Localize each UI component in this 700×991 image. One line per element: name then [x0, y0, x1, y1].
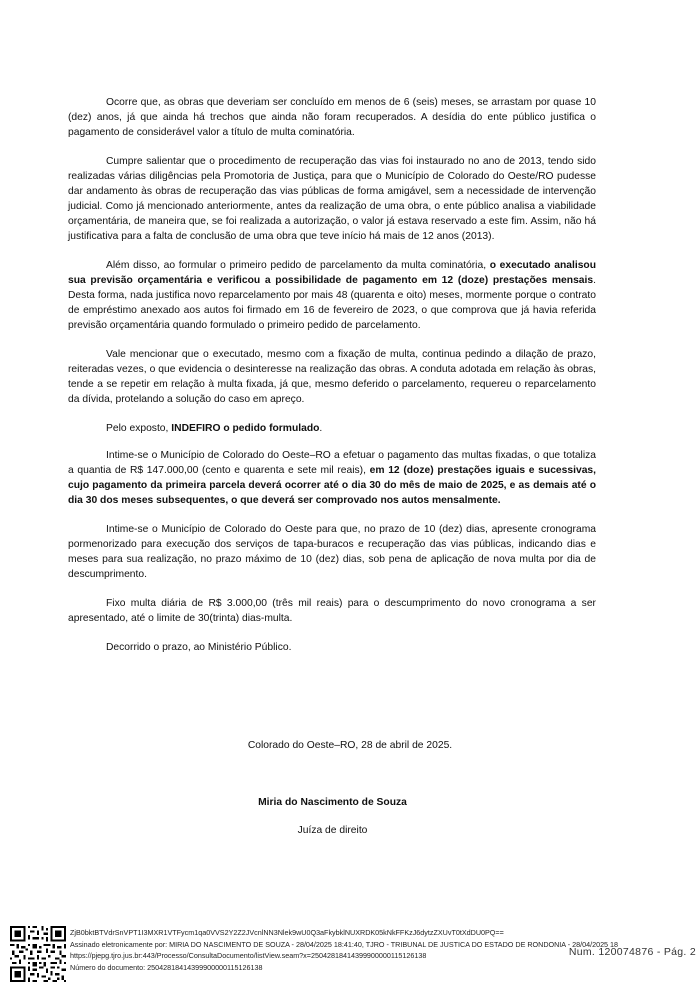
document-number: Número do documento: 25042818414399900000115126138 [70, 962, 263, 972]
paragraph-5-text-a: Pelo exposto, [106, 423, 172, 434]
paragraph-6 [68, 448, 596, 508]
indefiro-bold: INDEFIRO o pedido formulado [171, 423, 320, 434]
paragraph-2 [68, 154, 596, 244]
paragraph-3-bold: o executado analisou sua previsão orçamentária e verificou a possibilidade de pagamento em 12 (doze) prestações mensais [68, 260, 596, 286]
signer-role: Juíza de direito [297, 825, 368, 836]
paragraph-5-text-c: . [319, 423, 323, 434]
paragraph-7: Intime-se o Município de Colorado do Oeste para que, no prazo de 10 (dez) dias, apresente cronograma pormenorizado para execução dos serviços de tapa-buracos e recuperação das vias públicas, indicando dias e meses para sua realização, no prazo máximo de 10 (dez) dias, sob pena de aplicação de nova multa por dia de descumprimento. [68, 524, 596, 580]
paragraph-5 [68, 421, 596, 436]
paragraph-3-text-a: Além disso, ao formular o primeiro pedido de parcelamento da multa cominatória, [106, 260, 490, 271]
signature-line: Assinado eletronicamente por: MIRIA DO NASCIMENTO DE SOUZA - 28/04/2025 18:41:40, TJRO - TRIBUNAL DE JUSTICA DO ESTADO DE RONDONIA - 28/04/2025 18 [70, 939, 619, 949]
page-number: Num. 120074876 - Pág. 2 [568, 946, 696, 958]
paragraph-3-text-c: . Desta forma, nada justifica novo reparcelamento por mais 48 (quarenta e oito) meses, mormente porque o contrato de empréstimo anexado aos autos foi firmado em 16 de fevereiro de 2023, o que comprova que já havia referida previsão orçamentária quando formulado o primeiro pedido de parcelamento. [68, 275, 596, 331]
document-body [68, 95, 596, 669]
paragraph-2-text: Cumpre salientar que o procedimento de recuperação das vias foi instaurado no ano de 2013, tendo sido realizadas várias diligências pela Promotoria de Justiça, para que o Município de Colorado do Oeste/RO pudesse dar andamento às obras de recuperação das vias públicas de forma amigável, sem a necessidade de intervenção judicial. Como já mencionado anteriormente, antes da realização de uma obra, o ente público analisa a viabilidade orçamentária, de maneira que, se foi realizada a autorização, o valor já estava reservado a este fim. Assim, não há justificativa para a falta de conclusão de uma obra que teve início há mais de 12 anos (2013). [68, 156, 596, 242]
document-url[interactable]: https://pjepg.tjro.jus.br:443/Processo/ConsultaDocumento/listView.seam?x=25042818414399900000115126138 [70, 951, 427, 960]
paragraph-9: Decorrido o prazo, ao Ministério Público. [106, 642, 292, 653]
date-line: Colorado do Oeste–RO, 28 de abril de 2025. [247, 740, 453, 751]
paragraph-1: Ocorre que, as obras que deveriam ser concluído em menos de 6 (seis) meses, se arrastam por quase 10 (dez) anos, já que ainda há trechos que ainda não foram recuperados. A desídia do ente público justifica o pagamento de considerável valor a título de multa cominatória. [68, 97, 596, 138]
paragraph-6-bold: em 12 (doze) prestações iguais e sucessivas, cujo pagamento da primeira parcela deverá ocorrer até o dia 30 do mês de maio de 2025, e as demais até o dia 30 dos meses subsequentes, o que deverá ser comprovado nos autos mensalmente. [68, 465, 597, 506]
paragraph-8: Fixo multa diária de R$ 3.000,00 (três mil reais) para o descumprimento do novo cronograma a ser apresentado, até o limite de 30(trinta) dias-multa. [68, 598, 596, 624]
paragraph-6-text-a: Intime-se o Município de Colorado do Oeste–RO a efetuar o pagamento das multas fixadas, o que totaliza a quantia de R$ 147.000,00 (cento e quarenta e sete mil reais), [68, 450, 596, 476]
paragraph-4: Vale mencionar que o executado, mesmo com a fixação de multa, continua pedindo a dilação de prazo, reiteradas vezes, o que evidencia o desinteresse na realização das obras. A conduta adotada em relação às obras, tende a se repetir em relação à multa fixada, já que, mesmo deferido o parcelamento, requereu o reparcelamento da dívida, protelando a solução do caso em apreço. [68, 349, 596, 405]
document-hash: ZjB0bktBTVdrSnVPT1I3MXR1VTFycm1qa0VVS2Y2Z2JVcnlNN3Nlek9wU0Q3aFkybklNUXRDK05kNkFFKzJ6dytzZXUvT0tXdDU0PQ== [70, 928, 504, 937]
qr-code-icon [10, 926, 66, 982]
paragraph-3 [68, 258, 596, 333]
signature-footer [0, 924, 700, 991]
signer-name: Miria do Nascimento de Souza [258, 797, 407, 808]
